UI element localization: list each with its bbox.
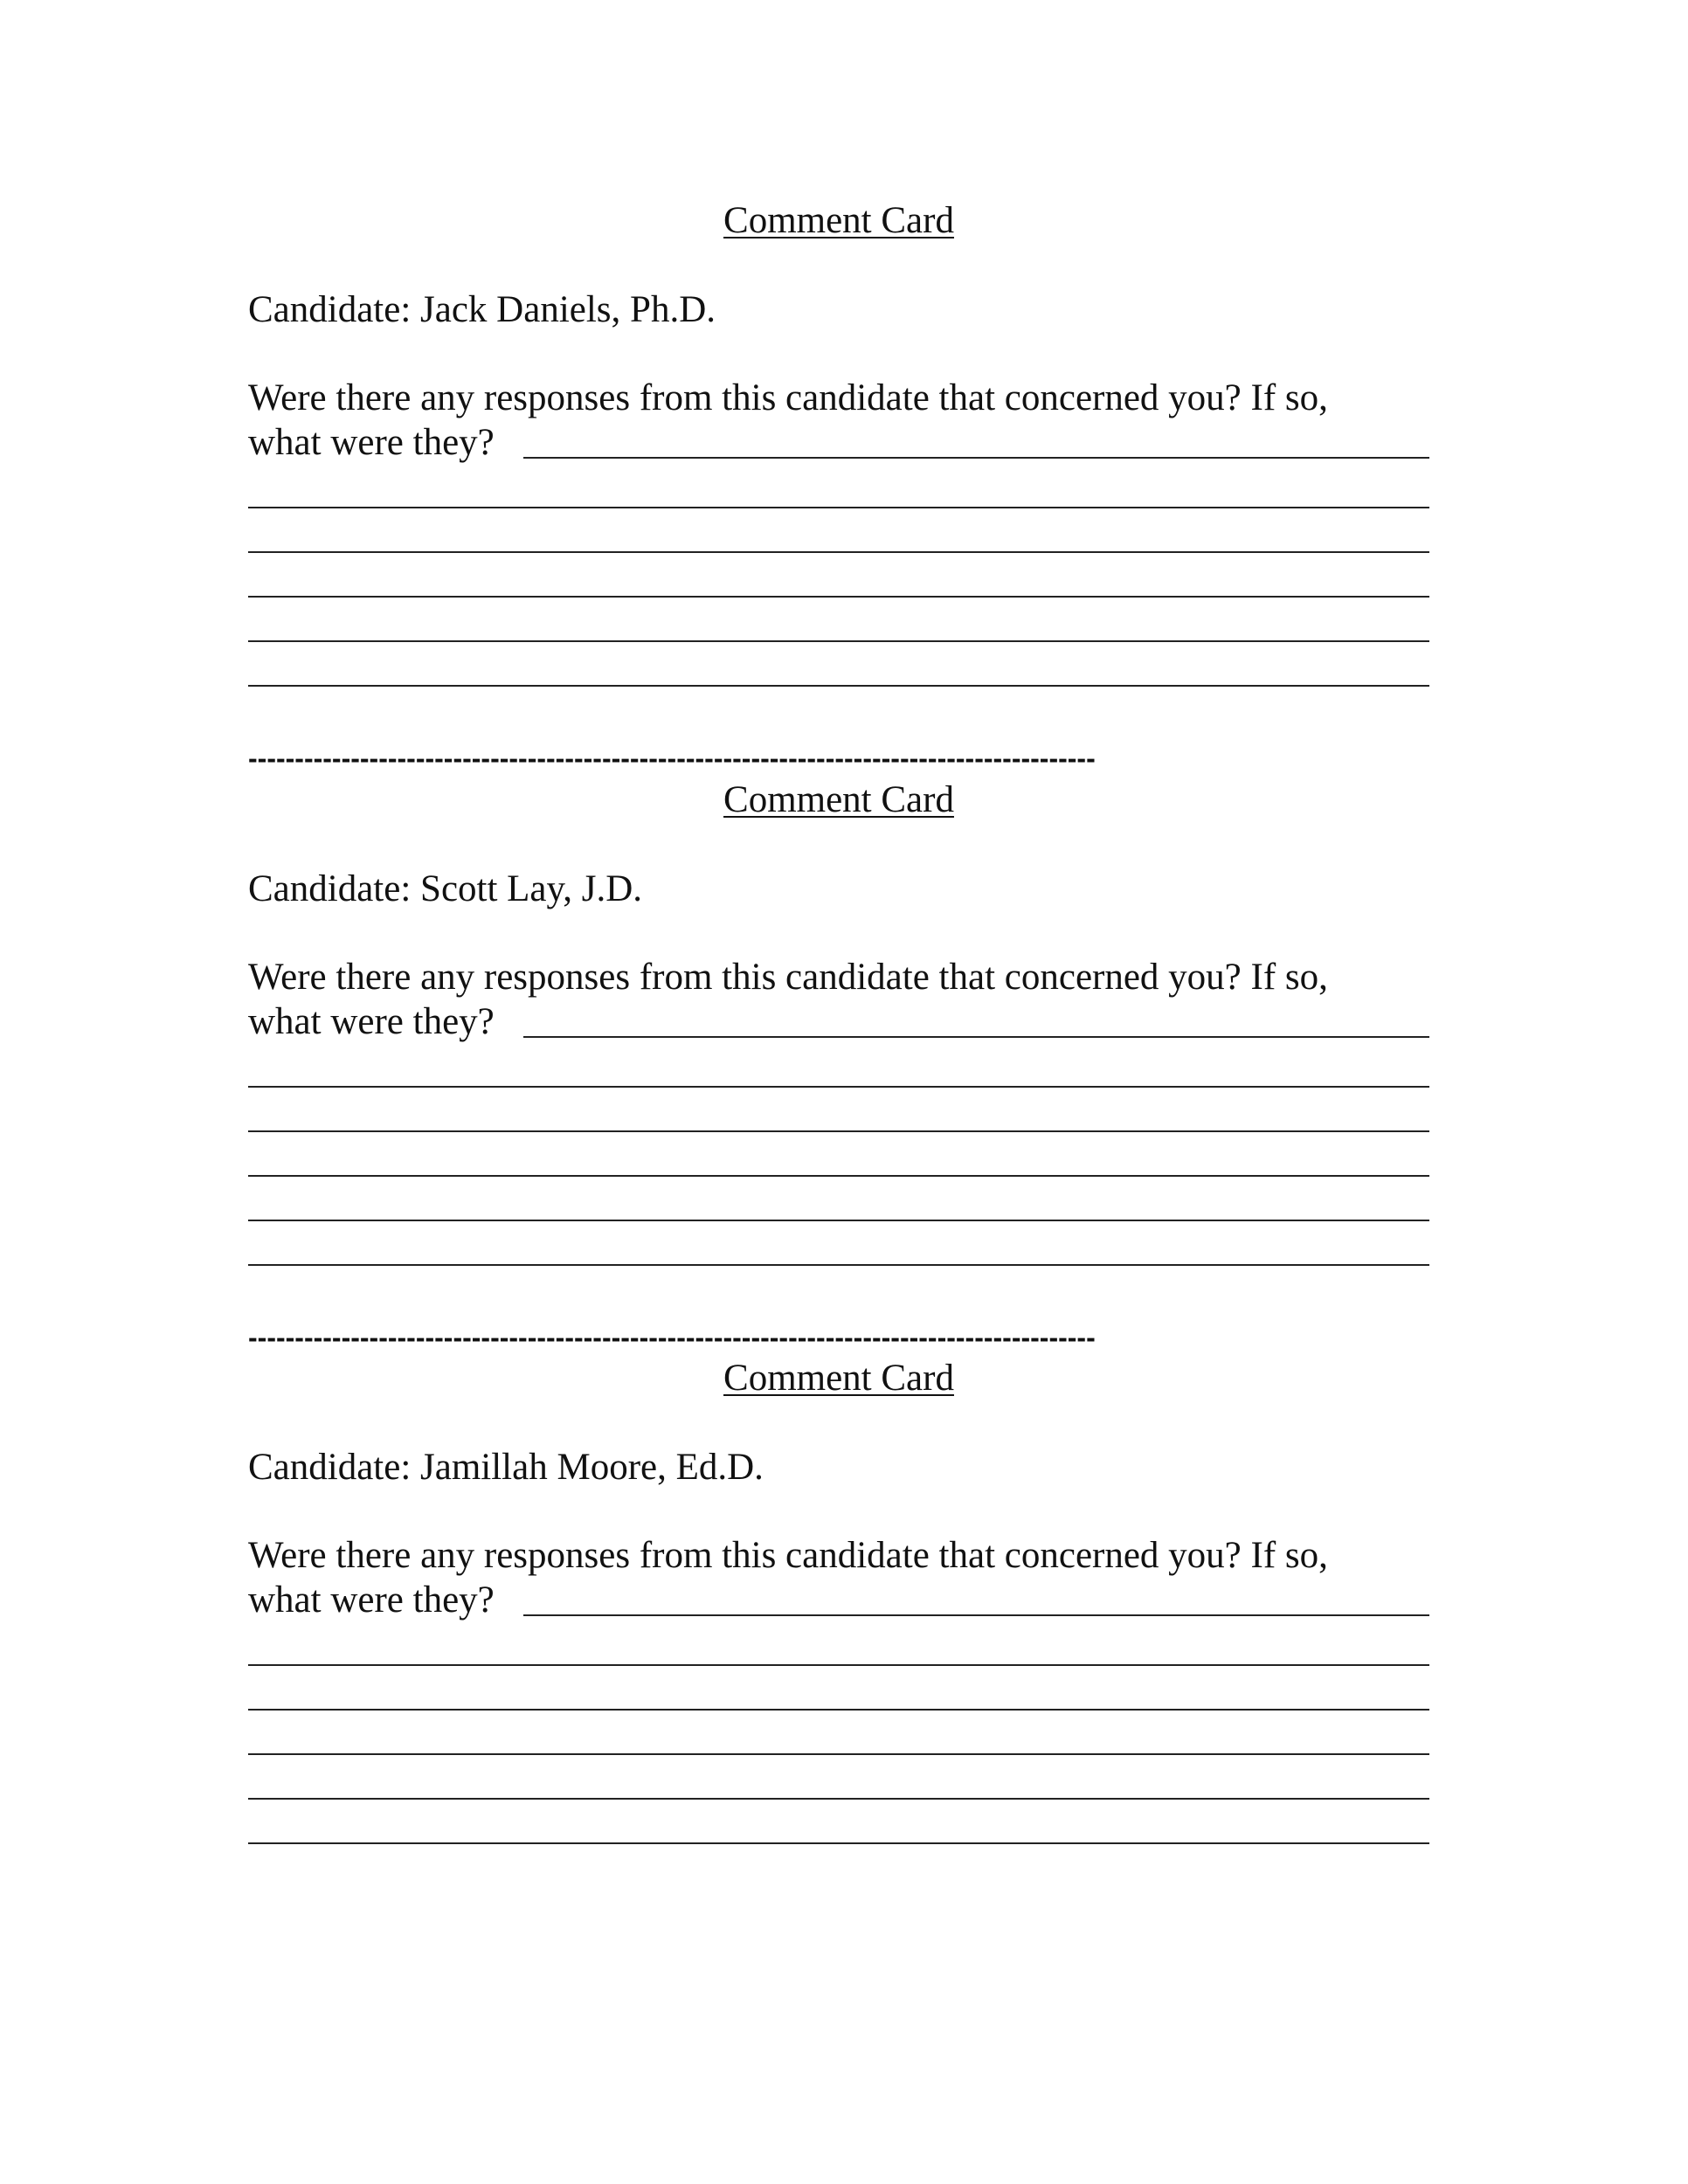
answer-field-first-line[interactable]	[523, 457, 1429, 459]
question-text-continued: what were they?	[248, 422, 495, 463]
answer-field-line[interactable]	[248, 507, 1429, 508]
answer-field-line[interactable]	[248, 1709, 1429, 1711]
question-text: Were there any responses from this candidate that concerned you? If so,	[248, 957, 1328, 998]
cut-line-separator: -------------------------------------------------------------------------------------------	[248, 743, 1096, 774]
card-title: Comment Card	[723, 1358, 954, 1399]
question-text: Were there any responses from this candidate that concerned you? If so,	[248, 1535, 1328, 1576]
answer-field-line[interactable]	[248, 551, 1429, 553]
answer-field-line[interactable]	[248, 1798, 1429, 1800]
candidate-name: Candidate: Scott Lay, J.D.	[248, 868, 643, 909]
answer-field-line[interactable]	[248, 1753, 1429, 1755]
candidate-name: Candidate: Jack Daniels, Ph.D.	[248, 289, 716, 330]
answer-field-line[interactable]	[248, 1086, 1429, 1088]
comment-card-1	[248, 199, 1429, 723]
candidate-name: Candidate: Jamillah Moore, Ed.D.	[248, 1447, 764, 1488]
answer-field-line[interactable]	[248, 1220, 1429, 1221]
answer-field-line[interactable]	[248, 1842, 1429, 1844]
answer-field-line[interactable]	[248, 1264, 1429, 1266]
answer-field-line[interactable]	[248, 685, 1429, 687]
answer-field-line[interactable]	[248, 1175, 1429, 1177]
answer-field-line[interactable]	[248, 1130, 1429, 1132]
answer-field-first-line[interactable]	[523, 1614, 1429, 1616]
card-title: Comment Card	[723, 200, 954, 241]
answer-field-line[interactable]	[248, 1664, 1429, 1666]
card-title: Comment Card	[723, 779, 954, 820]
cut-line-separator: -------------------------------------------------------------------------------------------	[248, 1322, 1096, 1353]
question-text-continued: what were they?	[248, 1579, 495, 1621]
answer-field-line[interactable]	[248, 640, 1429, 642]
answer-field-line[interactable]	[248, 596, 1429, 598]
question-text: Were there any responses from this candidate that concerned you? If so,	[248, 377, 1328, 418]
question-text-continued: what were they?	[248, 1001, 495, 1042]
comment-card-2	[248, 778, 1429, 1303]
comment-card-3	[248, 1357, 1429, 1881]
answer-field-first-line[interactable]	[523, 1036, 1429, 1038]
